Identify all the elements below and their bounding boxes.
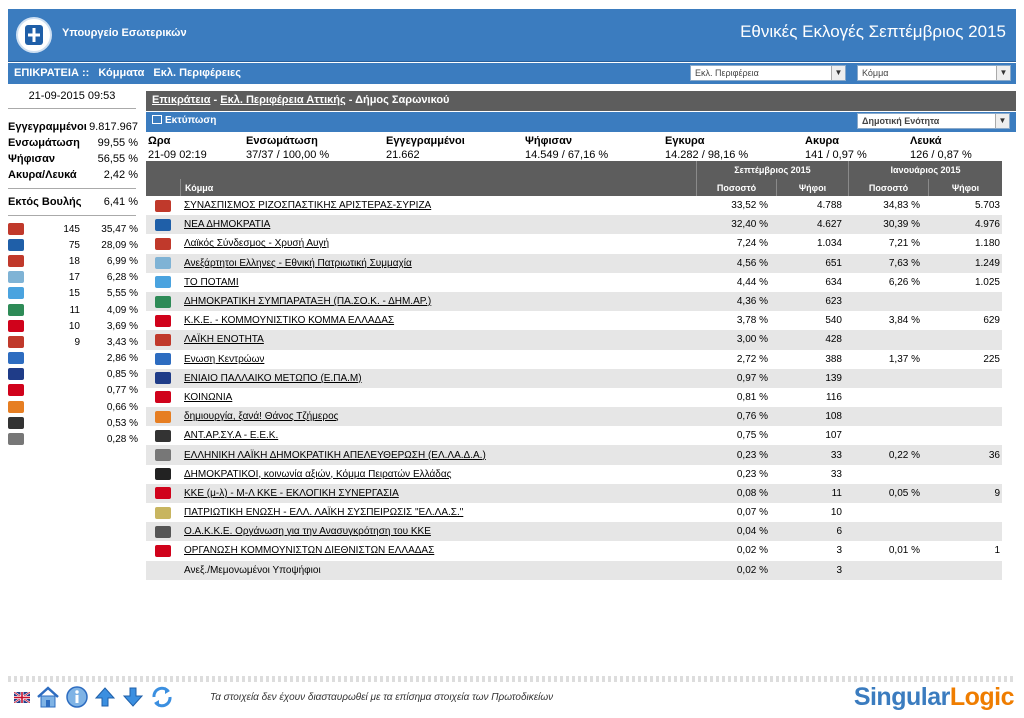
jan-percentage: 7,63 % xyxy=(888,257,920,269)
results-table xyxy=(146,161,1002,580)
party-logo-icon xyxy=(8,271,30,284)
table-row xyxy=(146,503,1002,522)
jan-percentage: 0,22 % xyxy=(888,449,920,461)
table-row xyxy=(146,330,1002,349)
party-logo-icon xyxy=(146,407,180,426)
seat-list-item xyxy=(8,286,138,302)
seat-list-item xyxy=(8,334,138,350)
party-name[interactable]: ΟΡΓΑΝΩΣΗ ΚΟΜΜΟΥΝΙΣΤΩΝ ΔΙΕΘΝΙΣΤΩΝ ΕΛΛΑΔΑΣ xyxy=(184,545,435,557)
sep-votes: 6 xyxy=(836,526,842,538)
footer-divider xyxy=(8,676,1016,682)
party-logo-icon xyxy=(8,336,30,349)
print-link[interactable]: Εκτύπωση xyxy=(165,115,217,126)
jan-percentage: 6,26 % xyxy=(888,276,920,288)
september-2015-header: Σεπτέμβριος 2015 xyxy=(696,161,848,179)
sep-votes: 10 xyxy=(830,507,842,519)
sep-percentage: 4,36 % xyxy=(736,296,768,308)
sep-votes: 11 xyxy=(831,487,842,499)
party-logo-icon xyxy=(8,304,30,317)
summary-panel xyxy=(8,88,138,448)
sep-votes: 4.627 xyxy=(816,219,842,231)
jan-percentage xyxy=(848,561,928,580)
party-logo-icon xyxy=(8,433,30,446)
nav-prefix: ΕΠΙΚΡΑΤΕΙΑ :: xyxy=(14,67,90,79)
sep-percentage: 0,08 % xyxy=(736,487,768,499)
sep-percentage: 4,56 % xyxy=(736,257,768,269)
jan-votes xyxy=(928,388,1002,407)
print-bar xyxy=(146,112,1016,132)
party-name[interactable]: Κ.Κ.Ε. - ΚΟΜΜΟΥΝΙΣΤΙΚΟ ΚΟΜΜΑ ΕΛΛΑΔΑΣ xyxy=(184,315,395,327)
party-name[interactable]: ΛΑΪΚΗ ΕΝΟΤΗΤΑ xyxy=(184,334,264,346)
party-logo-icon xyxy=(8,320,30,333)
footer-toolbar xyxy=(14,685,180,709)
party-name[interactable]: ΕΛΛΗΝΙΚΗ ΛΑΪΚΗ ΔΗΜΟΚΡΑΤΙΚΗ ΑΠΕΛΕΥΘΕΡΩΣΗ (ΕΛ.ΛΑ.Δ.Α.) xyxy=(184,449,486,461)
table-column-header xyxy=(146,179,1002,196)
jan-percentage xyxy=(848,388,928,407)
jan-percentage xyxy=(848,407,928,426)
party-seats: 15 xyxy=(68,288,80,300)
sep-votes: 428 xyxy=(825,334,842,346)
party-name-link[interactable] xyxy=(180,407,696,426)
col-party: Κόμμα xyxy=(180,179,696,196)
region-select[interactable]: Εκλ. Περιφέρεια ▼ xyxy=(690,65,846,81)
breadcrumb-region[interactable]: Εκλ. Περιφέρεια Αττικής xyxy=(220,94,346,106)
jan-votes xyxy=(928,522,1002,541)
party-name[interactable]: ΑΝΤ.ΑΡ.ΣΥ.Α - Ε.Ε.Κ. xyxy=(184,430,279,442)
page-title: Εθνικές Εκλογές Σεπτέμβριος 2015 xyxy=(740,22,1006,41)
table-row xyxy=(146,215,1002,234)
party-logo-icon xyxy=(8,255,30,268)
party-name[interactable]: ΔΗΜΟΚΡΑΤΙΚΗ ΣΥΜΠΑΡΑΤΑΞΗ (ΠΑ.ΣΟ.Κ. - ΔΗΜ.ΑΡ.) xyxy=(184,296,432,308)
party-logo-icon xyxy=(8,401,30,414)
party-logo-icon xyxy=(146,503,180,522)
table-row xyxy=(146,484,1002,503)
nav-link-regions[interactable]: Εκλ. Περιφέρειες xyxy=(153,67,241,79)
party-name-link[interactable] xyxy=(180,503,696,522)
party-name-link[interactable] xyxy=(180,445,696,464)
jan-percentage: 30,39 % xyxy=(883,219,920,231)
party-name[interactable]: Ανεξάρτητοι Ελληνες - Εθνική Πατριωτική Συμμαχία xyxy=(184,257,412,269)
party-name-link[interactable] xyxy=(180,273,696,292)
jan-votes: 5.703 xyxy=(974,200,1000,212)
party-logo-icon xyxy=(146,388,180,407)
jan-votes: 4.976 xyxy=(974,219,1000,231)
sep-percentage: 32,40 % xyxy=(731,219,768,231)
update-datetime: 21-09-2015 09:53 xyxy=(8,88,136,109)
table-row xyxy=(146,292,1002,311)
table-row xyxy=(146,311,1002,330)
nav-link-parties[interactable]: Κόμματα xyxy=(98,67,145,79)
jan-percentage xyxy=(848,426,928,445)
party-name-link[interactable] xyxy=(180,330,696,349)
sep-percentage: 0,76 % xyxy=(736,411,768,423)
party-seats: 9 xyxy=(74,336,80,348)
party-logo-icon xyxy=(146,541,180,560)
sep-percentage: 0,02 % xyxy=(736,545,768,557)
sep-votes: 3 xyxy=(836,545,842,557)
sep-votes: 3 xyxy=(836,564,842,576)
party-percentage: 0,66 % xyxy=(106,401,138,413)
party-name[interactable]: Ανεξ./Μεμονωμένοι Υποψήφιοι xyxy=(184,564,321,576)
party-name[interactable]: δημιουργία, ξανά! Θάνος Τζήμερος xyxy=(184,411,339,423)
stat-outside-parliament: Εκτός Βουλής 6,41 % xyxy=(8,196,138,208)
party-logo-icon xyxy=(8,384,30,397)
party-logo-icon xyxy=(146,522,180,541)
sep-votes: 4.788 xyxy=(816,200,842,212)
col-jan-pct: Ποσοστό xyxy=(848,179,928,196)
col-jan-votes: Ψήφοι xyxy=(928,179,1002,196)
party-name[interactable]: ΤΟ ΠΟΤΑΜΙ xyxy=(184,276,239,288)
table-row xyxy=(146,388,1002,407)
jan-percentage: 0,05 % xyxy=(888,487,920,499)
party-percentage: 6,28 % xyxy=(106,272,138,284)
sep-percentage: 2,72 % xyxy=(736,353,768,365)
party-logo-icon xyxy=(8,352,30,365)
seat-list-item xyxy=(8,351,138,367)
info-icon[interactable] xyxy=(66,686,88,708)
table-row xyxy=(146,561,1002,580)
breadcrumb: Επικράτεια - Εκλ. Περιφέρεια Αττικής - Δήμος Σαρωνικού xyxy=(146,91,1016,111)
sep-percentage: 7,24 % xyxy=(736,238,768,250)
party-logo-icon xyxy=(146,484,180,503)
party-logo-icon xyxy=(146,445,180,464)
party-logo-icon xyxy=(8,239,30,252)
arrow-up-icon[interactable] xyxy=(94,686,116,708)
party-name[interactable]: ΣΥΝΑΣΠΙΣΜΟΣ ΡΙΖΟΣΠΑΣΤΙΚΗΣ ΑΡΙΣΤΕΡΑΣ-ΣΥΡΙΖΑ xyxy=(184,200,432,212)
party-name-link[interactable] xyxy=(180,522,696,541)
chevron-down-icon: ▼ xyxy=(831,66,845,80)
seat-list-item xyxy=(8,302,138,318)
table-row xyxy=(146,254,1002,273)
sep-votes: 33 xyxy=(830,468,842,480)
party-percentage: 28,09 % xyxy=(101,239,138,251)
party-logo-icon xyxy=(8,368,30,381)
party-name[interactable]: ΠΑΤΡΙΩΤΙΚΗ ΕΝΩΣΗ - ΕΛΛ. ΛΑΪΚΗ ΣΥΣΠΕΙΡΩΣΙΣ "ΕΛ.ΛΑ.Σ." xyxy=(184,507,464,519)
party-percentage: 6,99 % xyxy=(106,255,138,267)
party-name-link[interactable] xyxy=(180,465,696,484)
seat-list-item xyxy=(8,383,138,399)
seat-list-item xyxy=(8,399,138,415)
sep-percentage: 3,00 % xyxy=(736,334,768,346)
party-name[interactable]: ΚΚΕ (μ-λ) - Μ-Λ ΚΚΕ - ΕΚΛΟΓΙΚΗ ΣΥΝΕΡΓΑΣΙΑ xyxy=(184,487,399,499)
col-sep-pct: Ποσοστό xyxy=(696,179,776,196)
arrow-down-icon[interactable] xyxy=(122,686,144,708)
party-percentage: 0,53 % xyxy=(106,417,138,429)
party-select[interactable]: Κόμμα ▼ xyxy=(857,65,1011,81)
party-name-link[interactable] xyxy=(180,561,696,580)
party-logo-icon xyxy=(146,311,180,330)
table-row xyxy=(146,426,1002,445)
sep-votes: 623 xyxy=(825,296,842,308)
january-2015-header: Ιανουάριος 2015 xyxy=(848,161,1002,179)
chevron-down-icon: ▼ xyxy=(996,66,1010,80)
party-logo-icon xyxy=(146,196,180,215)
party-name[interactable]: ΕΝΙΑΙΟ ΠΑΛΛΑΙΚΟ ΜΕΤΩΠΟ (Ε.ΠΑ.Μ) xyxy=(184,372,362,384)
party-name[interactable]: ΚΟΙΝΩΝΙΑ xyxy=(184,391,233,403)
jan-votes: 36 xyxy=(988,449,1000,461)
party-seats: 10 xyxy=(68,320,80,332)
party-name-link[interactable] xyxy=(180,254,696,273)
stat-integration: Ενσωμάτωση 99,55 % xyxy=(8,137,138,149)
divider xyxy=(8,215,136,216)
site-header xyxy=(8,9,1016,62)
sep-percentage: 0,75 % xyxy=(736,430,768,442)
party-logo-icon xyxy=(146,561,180,580)
col-sep-votes: Ψήφοι xyxy=(776,179,848,196)
table-row xyxy=(146,522,1002,541)
sep-percentage: 0,07 % xyxy=(736,507,768,519)
seat-list-item xyxy=(8,270,138,286)
jan-percentage: 3,84 % xyxy=(888,315,920,327)
party-name-link[interactable] xyxy=(180,484,696,503)
seat-list-item xyxy=(8,221,138,237)
jan-votes xyxy=(928,561,1002,580)
sep-votes: 651 xyxy=(825,257,842,269)
seat-list-item xyxy=(8,415,138,431)
stat-registered: Εγγεγραμμένοι 9.817.967 xyxy=(8,121,138,133)
nav-bar xyxy=(8,63,1016,84)
party-seats: 75 xyxy=(68,239,80,251)
sep-votes: 388 xyxy=(825,353,842,365)
party-percentage: 0,85 % xyxy=(106,369,138,381)
jan-percentage: 0,01 % xyxy=(888,545,920,557)
sep-votes: 108 xyxy=(825,411,842,423)
jan-percentage: 1,37 % xyxy=(888,353,920,365)
party-logo-icon xyxy=(146,273,180,292)
party-logo-icon xyxy=(146,254,180,273)
jan-votes: 1.025 xyxy=(974,276,1000,288)
sep-percentage: 3,78 % xyxy=(736,315,768,327)
greek-emblem-logo xyxy=(16,17,52,53)
sep-percentage: 0,81 % xyxy=(736,391,768,403)
party-name-link[interactable] xyxy=(180,196,696,215)
party-logo-icon xyxy=(8,287,30,300)
jan-votes xyxy=(928,292,1002,311)
table-row xyxy=(146,196,1002,215)
table-row xyxy=(146,445,1002,464)
jan-votes: 9 xyxy=(994,487,1000,499)
sep-votes: 634 xyxy=(825,276,842,288)
party-percentage: 0,28 % xyxy=(106,434,138,446)
party-seats: 17 xyxy=(68,272,80,284)
jan-percentage: 34,83 % xyxy=(883,200,920,212)
jan-votes xyxy=(928,426,1002,445)
sep-votes: 116 xyxy=(826,391,842,403)
party-seats: 145 xyxy=(63,223,80,235)
table-row xyxy=(146,541,1002,560)
party-name-link[interactable] xyxy=(180,369,696,388)
party-name-link[interactable] xyxy=(180,234,696,253)
party-name[interactable]: Λαϊκός Σύνδεσμος - Χρυσή Αυγή xyxy=(184,238,330,250)
table-row xyxy=(146,350,1002,369)
jan-votes xyxy=(928,369,1002,388)
sep-votes: 139 xyxy=(825,372,842,384)
party-name[interactable]: Ενωση Κεντρώων xyxy=(184,353,265,365)
jan-percentage xyxy=(848,522,928,541)
jan-votes: 629 xyxy=(983,315,1000,327)
breadcrumb-municipality: Δήμος Σαρωνικού xyxy=(355,94,450,106)
seat-list-item xyxy=(8,318,138,334)
party-logo-icon xyxy=(8,417,30,430)
seat-list-item xyxy=(8,237,138,253)
party-name[interactable]: Ο.Α.Κ.Κ.Ε. Οργάνωση για την Ανασυγκρότηση του ΚΚΕ xyxy=(184,526,431,538)
jan-votes xyxy=(928,330,1002,349)
sep-percentage: 33,52 % xyxy=(731,200,768,212)
table-row xyxy=(146,407,1002,426)
party-seats: 18 xyxy=(68,255,80,267)
jan-votes: 1.249 xyxy=(974,257,1000,269)
party-name[interactable]: ΔΗΜΟΚΡΑΤΙΚΟΙ, κοινωνία αξιών, Κόμμα Πειρατών Ελλάδας xyxy=(184,468,452,480)
party-logo-icon xyxy=(146,234,180,253)
divider xyxy=(8,188,136,189)
party-name-link[interactable] xyxy=(180,215,696,234)
uk-flag-icon[interactable] xyxy=(14,692,30,703)
sep-votes: 33 xyxy=(830,449,842,461)
home-icon[interactable] xyxy=(36,686,60,708)
stat-invalid-blank: Ακυρα/Λευκά 2,42 % xyxy=(8,169,138,181)
party-logo-icon xyxy=(146,292,180,311)
nav-links xyxy=(14,67,247,79)
seat-list-item xyxy=(8,431,138,447)
party-name-link[interactable] xyxy=(180,541,696,560)
party-percentage: 3,69 % xyxy=(106,320,138,332)
overview-headers: Ωρα Ενσωμάτωση Εγγεγραμμένοι Ψήφισαν Εγκυρα Ακυρα Λευκά xyxy=(148,135,942,147)
sep-percentage: 4,44 % xyxy=(736,276,768,288)
sep-percentage: 0,23 % xyxy=(736,449,768,461)
singularlogic-logo: SingularLogic xyxy=(853,683,1014,711)
party-name-link[interactable] xyxy=(180,292,696,311)
jan-percentage xyxy=(848,330,928,349)
party-name-link[interactable] xyxy=(180,426,696,445)
party-seats: 11 xyxy=(69,304,80,316)
ministry-name: Υπουργείο Εσωτερικών xyxy=(62,27,187,39)
party-logo-icon xyxy=(146,215,180,234)
breadcrumb-country[interactable]: Επικράτεια xyxy=(152,94,211,106)
party-percentage: 5,55 % xyxy=(106,288,138,300)
seat-list-item xyxy=(8,367,138,383)
party-percentage: 0,77 % xyxy=(106,385,138,397)
sep-percentage: 0,04 % xyxy=(736,526,768,538)
table-row xyxy=(146,465,1002,484)
unit-select[interactable]: Δημοτική Ενότητα ▼ xyxy=(857,113,1010,129)
jan-votes xyxy=(928,503,1002,522)
jan-votes: 1.180 xyxy=(974,238,1000,250)
party-logo-icon xyxy=(146,330,180,349)
party-logo-icon xyxy=(8,223,30,236)
sep-percentage: 0,97 % xyxy=(736,372,768,384)
print-icon[interactable] xyxy=(152,115,162,124)
sep-percentage: 0,02 % xyxy=(736,564,768,576)
jan-votes: 1 xyxy=(994,545,1000,557)
sep-percentage: 0,23 % xyxy=(736,468,768,480)
jan-percentage xyxy=(848,465,928,484)
party-logo-icon xyxy=(146,465,180,484)
disclaimer-text: Τα στοιχεία δεν έχουν διασταυρωθεί με τα επίσημα στοιχεία των Πρωτοδικείων xyxy=(210,692,554,703)
party-logo-icon xyxy=(146,426,180,445)
refresh-icon[interactable] xyxy=(150,685,174,709)
seat-list xyxy=(8,221,138,448)
party-name[interactable]: ΝΕΑ ΔΗΜΟΚΡΑΤΙΑ xyxy=(184,219,271,231)
turnout-overview xyxy=(146,133,1016,161)
party-percentage: 2,86 % xyxy=(106,353,138,365)
party-percentage: 4,09 % xyxy=(106,304,138,316)
jan-percentage xyxy=(848,503,928,522)
jan-votes: 225 xyxy=(983,353,1000,365)
jan-percentage xyxy=(848,292,928,311)
party-name-link[interactable] xyxy=(180,388,696,407)
jan-percentage: 7,21 % xyxy=(888,238,920,250)
party-name-link[interactable] xyxy=(180,350,696,369)
party-name-link[interactable] xyxy=(180,311,696,330)
party-percentage: 3,43 % xyxy=(106,336,138,348)
chevron-down-icon: ▼ xyxy=(995,114,1009,128)
party-logo-icon xyxy=(146,350,180,369)
table-group-header xyxy=(146,161,1002,179)
party-logo-icon xyxy=(146,369,180,388)
seat-list-item xyxy=(8,253,138,269)
overview-values: 21-09 02:19 37/37 / 100,00 % 21.662 14.549 / 67,16 % 14.282 / 98,16 % 141 / 0,97 % 126 / 0,87 % xyxy=(148,149,972,161)
table-body xyxy=(146,196,1002,580)
table-row xyxy=(146,369,1002,388)
jan-percentage xyxy=(848,369,928,388)
sep-votes: 107 xyxy=(825,430,842,442)
stat-voted: Ψήφισαν 56,55 % xyxy=(8,153,138,165)
table-row xyxy=(146,273,1002,292)
party-percentage: 35,47 % xyxy=(101,223,138,235)
sep-votes: 540 xyxy=(825,315,842,327)
table-row xyxy=(146,234,1002,253)
jan-votes xyxy=(928,407,1002,426)
jan-votes xyxy=(928,465,1002,484)
sep-votes: 1.034 xyxy=(816,238,842,250)
